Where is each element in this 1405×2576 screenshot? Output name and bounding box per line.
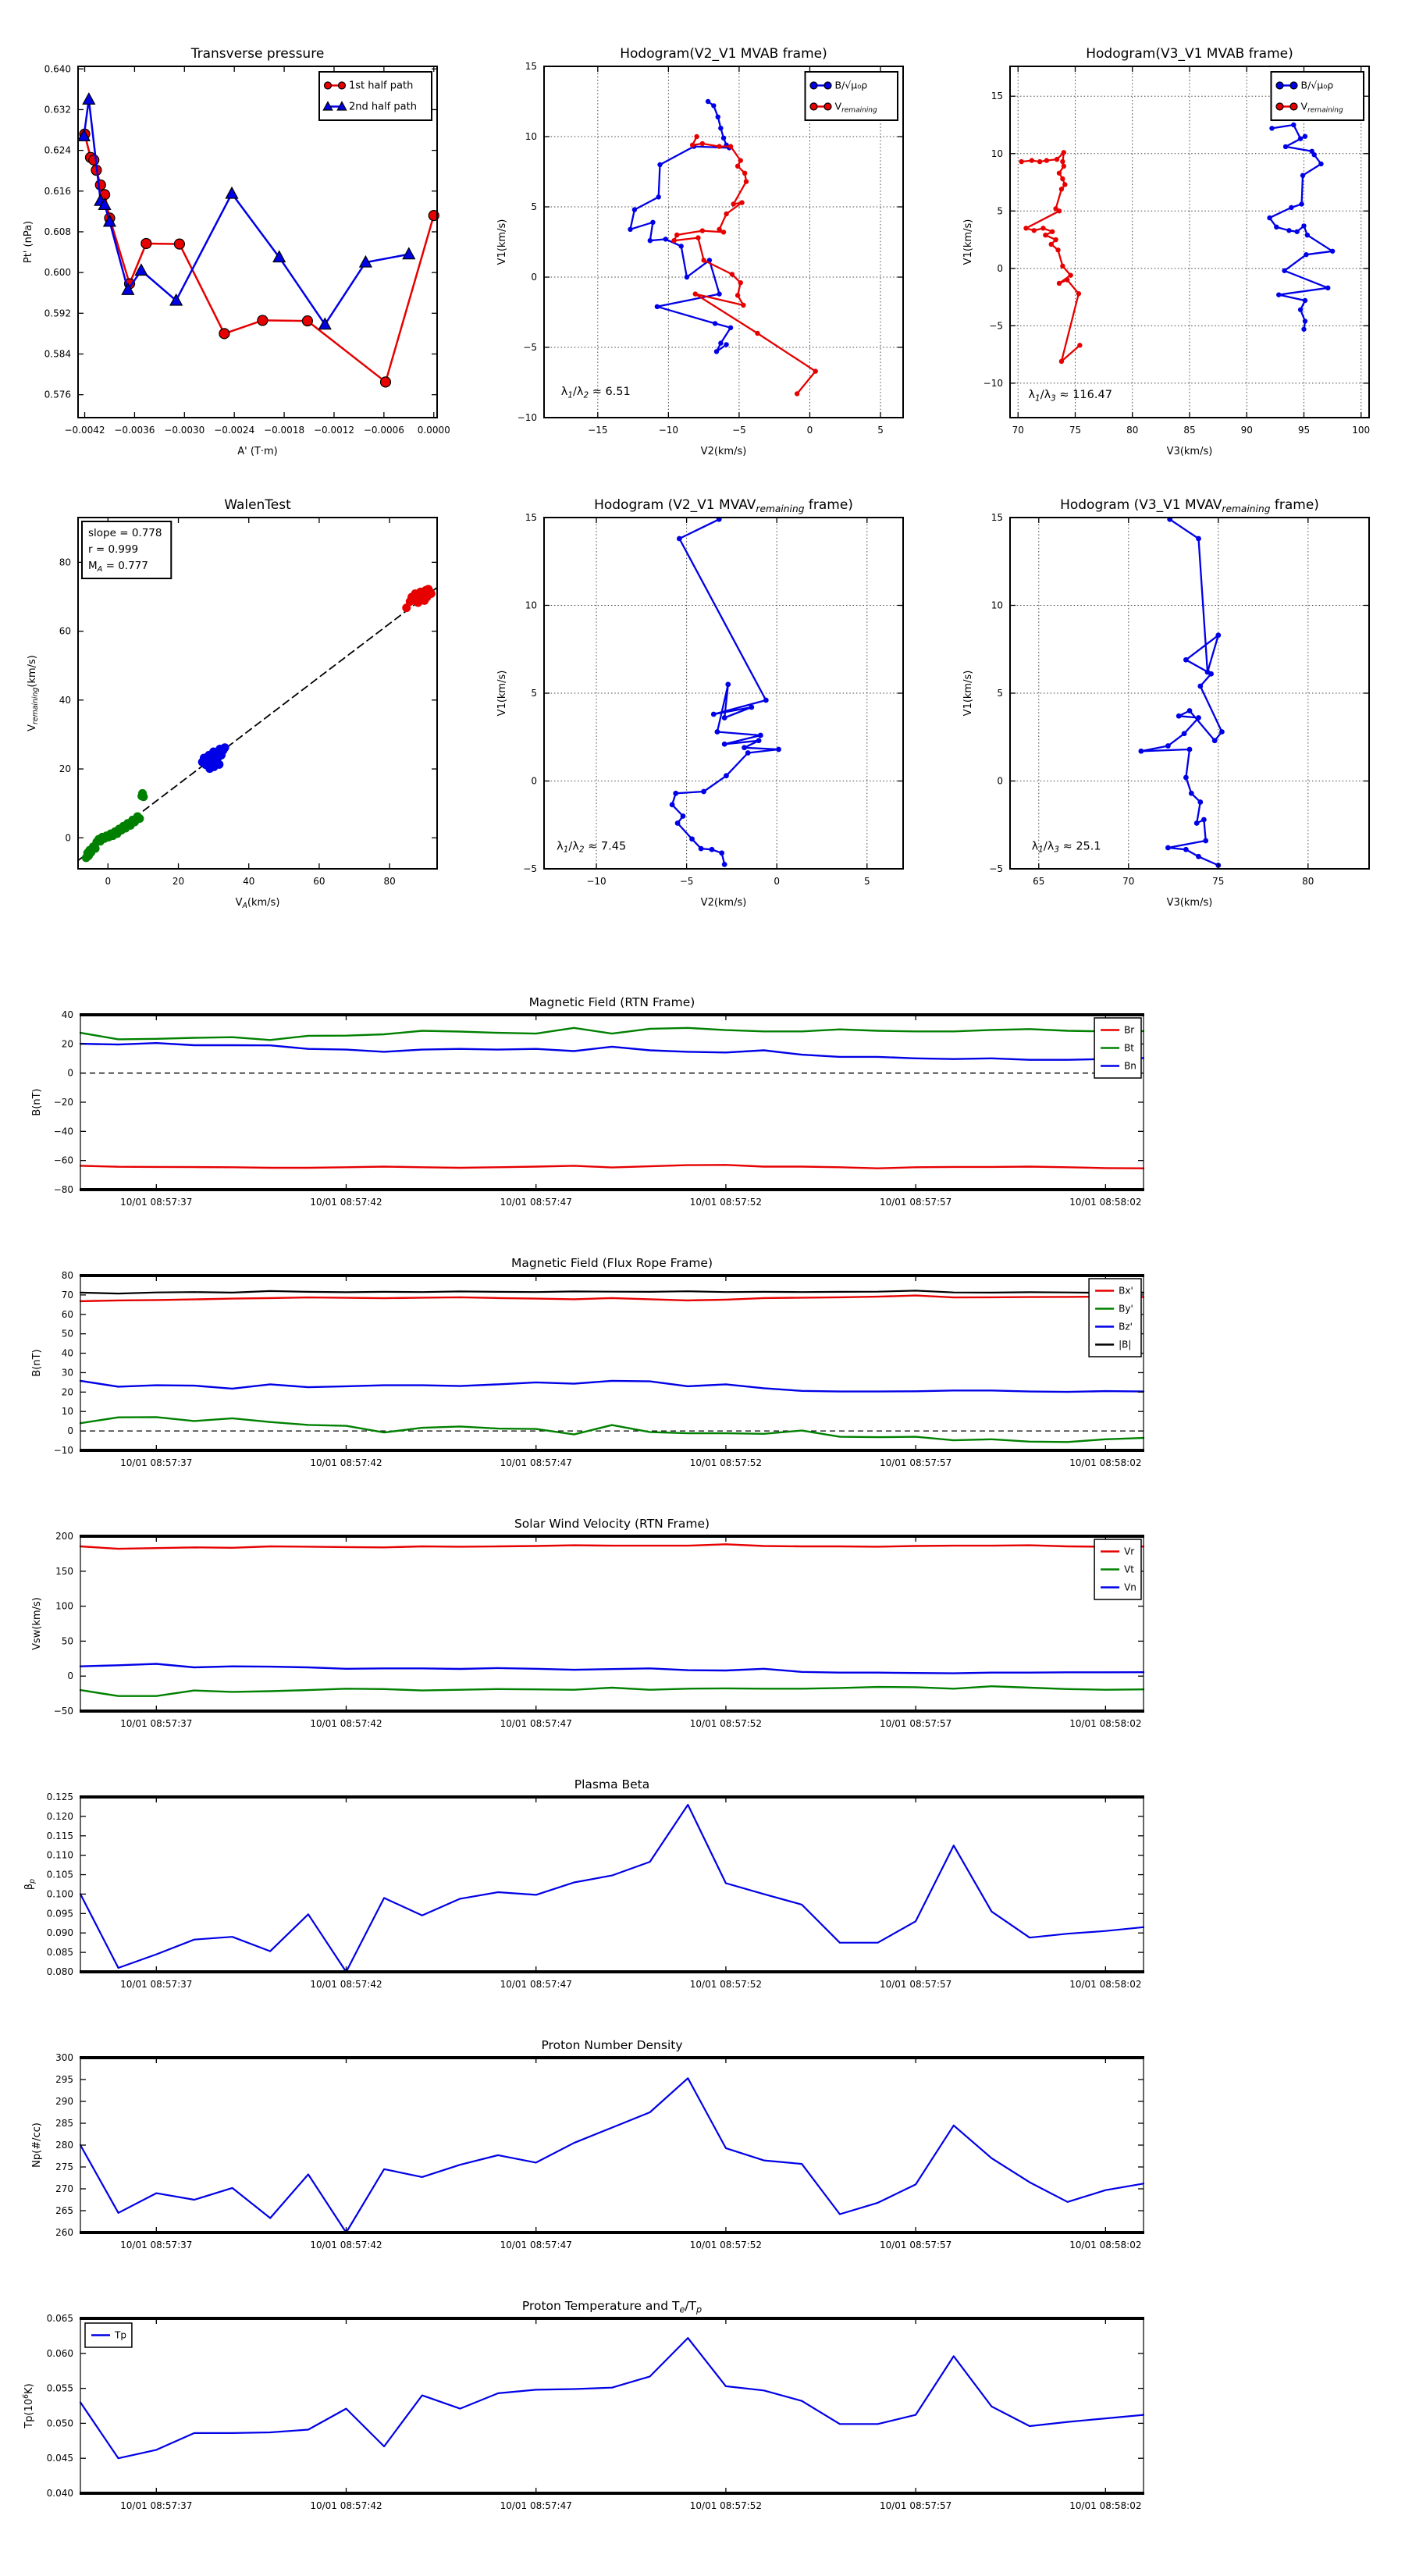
plot-hodogram-v2v1-mvab-xtick: −15 <box>588 425 608 436</box>
plot-hodogram-v3v1-mvab-xtick: 70 <box>1012 425 1024 436</box>
plot-b-rtn-xtick: 10/01 08:57:57 <box>879 1197 952 1208</box>
plot-vsw-rtn-ytick: 0 <box>67 1670 73 1682</box>
plot-proton-density-ylabel: Np(#/cc) <box>31 2122 43 2168</box>
plot-b-rtn-ytick: −20 <box>53 1097 73 1108</box>
plot-b-fluxrope-ytick: 70 <box>61 1289 73 1300</box>
plot-vsw-rtn-xtick: 10/01 08:57:47 <box>500 1718 572 1729</box>
plot-plasma-beta-ytick: 0.105 <box>46 1869 73 1880</box>
plot-plasma-beta-xtick: 10/01 08:57:52 <box>689 1979 763 1990</box>
plot-vsw-rtn-xtick: 10/01 08:58:02 <box>1069 1718 1142 1729</box>
plot-transverse-pressure-ytick: 0.592 <box>44 308 71 319</box>
plot-walen-test-ytick: 0 <box>65 832 71 844</box>
plot-walen-test-xtick: 80 <box>383 876 396 887</box>
plot-hodogram-v2v1-mvav-title: Hodogram (V2_V1 $MVAV_{remaining}$ frame) <box>594 497 853 515</box>
plot-walen-test-ytick: 80 <box>59 557 71 568</box>
plot-vsw-rtn-legend-label: Vn <box>1124 1582 1136 1593</box>
plot-vsw-rtn-ytick: 200 <box>55 1531 73 1542</box>
plot-transverse-pressure-ytick: 0.632 <box>44 104 71 116</box>
plot-proton-density-ytick: 270 <box>55 2183 73 2194</box>
plot-hodogram-v2v1-mvab-ylabel: V1(km/s) <box>496 219 508 265</box>
plot-transverse-pressure-ylabel: Pt' (nPa) <box>23 220 34 264</box>
plot-b-rtn-xtick: 10/01 08:58:02 <box>1069 1197 1142 1208</box>
plot-proton-density-ytick: 265 <box>55 2205 73 2216</box>
plot-hodogram-v2v1-mvav-ytick: 5 <box>531 688 537 699</box>
plot-transverse-pressure-xtick: −0.0036 <box>114 425 155 436</box>
plot-b-rtn-ytick: 0 <box>67 1067 73 1079</box>
plot-proton-density-ytick: 275 <box>55 2161 73 2172</box>
plot-hodogram-v3v1-mvab-xtick: 80 <box>1126 425 1139 436</box>
plot-vsw-rtn-ytick: −50 <box>53 1706 73 1717</box>
plot-hodogram-v3v1-mvav-xtick: 65 <box>1033 876 1045 887</box>
plot-hodogram-v3v1-mvab-legend-label: B/√μ₀ρ <box>1300 79 1334 91</box>
plot-hodogram-v2v1-mvav-ylabel: V1(km/s) <box>496 670 508 717</box>
plot-b-fluxrope-legend-label: By' <box>1119 1303 1133 1315</box>
plot-plasma-beta-ytick: 0.080 <box>46 1966 73 1977</box>
plot-hodogram-v2v1-mvav-annotation: $\lambda_1/\lambda_2 \approx 7.45$ <box>557 840 627 855</box>
plot-proton-temp-legend <box>85 2323 132 2347</box>
plot-transverse-pressure-legend <box>319 72 432 120</box>
plot-hodogram-v2v1-mvav <box>496 497 903 909</box>
plot-hodogram-v2v1-mvab-xlabel: V2(km/s) <box>700 446 747 457</box>
plot-plasma-beta-xtick: 10/01 08:57:47 <box>500 1979 572 1990</box>
plot-transverse-pressure-xlabel: A' (T·m) <box>237 446 278 457</box>
plot-transverse-pressure-xtick: −0.0018 <box>264 425 305 436</box>
plot-vsw-rtn-xtick: 10/01 08:57:52 <box>689 1718 763 1729</box>
plot-proton-density-xtick: 10/01 08:57:47 <box>500 2240 572 2250</box>
plot-hodogram-v3v1-mvab-xtick: 85 <box>1183 425 1196 436</box>
plot-b-fluxrope-ytick: 20 <box>61 1386 73 1398</box>
plot-hodogram-v3v1-mvav-xtick: 70 <box>1122 876 1135 887</box>
plot-hodogram-v2v1-mvav-xtick: −10 <box>586 876 606 887</box>
plot-vsw-rtn-xtick: 10/01 08:57:57 <box>879 1718 952 1729</box>
plot-walen-test-xtick: 40 <box>243 876 255 887</box>
plot-b-fluxrope-xtick: 10/01 08:57:47 <box>500 1457 572 1468</box>
plot-b-fluxrope-ytick: −10 <box>53 1445 73 1456</box>
plot-plasma-beta-ytick: 0.125 <box>46 1791 73 1802</box>
plot-hodogram-v2v1-mvav-ytick: −5 <box>523 863 537 874</box>
plot-plasma-beta-ytick: 0.115 <box>46 1830 73 1841</box>
plot-hodogram-v3v1-mvav-annotation: $\lambda_1/\lambda_3 \approx 25.1$ <box>1031 840 1101 855</box>
plot-b-rtn-ytick: 40 <box>61 1009 73 1020</box>
plot-hodogram-v3v1-mvab-xtick: 90 <box>1240 425 1253 436</box>
plot-b-fluxrope-ytick: 10 <box>61 1406 73 1418</box>
plot-b-fluxrope-legend-label: Bx' <box>1119 1285 1133 1297</box>
plot-b-rtn-legend-label: Br <box>1124 1024 1135 1036</box>
plot-hodogram-v2v1-mvab-xtick: −10 <box>658 425 679 436</box>
plot-proton-density-ytick: 280 <box>55 2140 73 2151</box>
plot-proton-temp-ytick: 0.040 <box>46 2488 73 2499</box>
plot-hodogram-v2v1-mvab-xtick: −5 <box>732 425 746 436</box>
plot-hodogram-v3v1-mvab-xlabel: V3(km/s) <box>1166 446 1213 457</box>
plot-b-fluxrope-legend-label: Bz' <box>1119 1321 1133 1332</box>
plot-plasma-beta-ytick: 0.095 <box>46 1908 73 1920</box>
plot-b-fluxrope-xtick: 10/01 08:57:42 <box>310 1457 382 1468</box>
plot-proton-density-ytick: 285 <box>55 2118 73 2129</box>
plot-proton-temp-ytick: 0.060 <box>46 2347 73 2359</box>
plot-b-fluxrope-xtick: 10/01 08:58:02 <box>1069 1457 1142 1468</box>
plot-vsw-rtn-legend <box>1094 1539 1141 1599</box>
plot-transverse-pressure-ytick: 0.576 <box>44 389 71 400</box>
plot-hodogram-v3v1-mvav-ytick: 5 <box>997 688 1003 699</box>
plot-hodogram-v3v1-mvav-ytick: 0 <box>997 775 1003 787</box>
plot-vsw-rtn <box>31 1517 1144 1729</box>
plot-hodogram-v2v1-mvab-title: Hodogram(V2_V1 MVAB frame) <box>620 46 827 62</box>
plot-b-rtn-ytick: −40 <box>53 1126 73 1137</box>
plot-hodogram-v3v1-mvab <box>962 46 1370 457</box>
plot-transverse-pressure-ytick: 0.640 <box>44 63 71 75</box>
plot-proton-density-xtick: 10/01 08:57:57 <box>879 2240 952 2250</box>
plot-hodogram-v3v1-mvav-xtick: 80 <box>1302 876 1314 887</box>
plot-b-rtn-ytick: −60 <box>53 1155 73 1166</box>
plot-transverse-pressure-title: Transverse pressure <box>190 46 325 62</box>
plot-transverse-pressure-legend-label: 2nd half path <box>348 101 417 113</box>
plot-plasma-beta-xtick: 10/01 08:57:57 <box>879 1979 952 1990</box>
plot-b-rtn-ytick: 20 <box>61 1038 73 1050</box>
plot-hodogram-v2v1-mvab <box>496 46 903 457</box>
plot-b-fluxrope-ylabel: B(nT) <box>31 1349 43 1377</box>
plot-proton-density-xtick: 10/01 08:58:02 <box>1069 2240 1142 2250</box>
plot-hodogram-v3v1-mvab-ytick: −10 <box>983 377 1003 389</box>
plot-transverse-pressure-ytick: 0.616 <box>44 185 71 197</box>
plot-vsw-rtn-ytick: 100 <box>55 1600 73 1612</box>
plot-hodogram-v2v1-mvab-ytick: 0 <box>531 272 537 283</box>
plot-hodogram-v3v1-mvab-title: Hodogram(V3_V1 MVAB frame) <box>1086 46 1293 62</box>
plot-plasma-beta-ylabel: $\beta_p$ <box>23 1878 37 1891</box>
plot-transverse-pressure-xtick: −0.0012 <box>313 425 354 436</box>
plot-b-rtn-legend-label: Bt <box>1124 1042 1135 1054</box>
plot-proton-temp-ylabel: $Tp(10^6K)$ <box>21 2383 35 2428</box>
plot-proton-density-ytick: 295 <box>55 2074 73 2085</box>
plot-proton-temp-ytick: 0.050 <box>46 2418 73 2429</box>
plot-b-fluxrope-xtick: 10/01 08:57:52 <box>689 1457 763 1468</box>
plot-b-rtn-legend-label: Bn <box>1124 1060 1136 1072</box>
plot-hodogram-v2v1-mvab-xtick: 5 <box>877 425 884 436</box>
plot-hodogram-v3v1-mvab-ytick: 5 <box>997 205 1003 217</box>
plot-b-rtn-xtick: 10/01 08:57:47 <box>500 1197 572 1208</box>
plot-b-fluxrope-ytick: 40 <box>61 1347 73 1359</box>
plot-proton-temp-xtick: 10/01 08:57:37 <box>120 2500 193 2511</box>
plot-transverse-pressure-legend-label: 1st half path <box>348 80 414 92</box>
plot-vsw-rtn-legend-label: Vr <box>1124 1546 1135 1557</box>
plot-proton-density-title: Proton Number Density <box>541 2038 683 2052</box>
plot-hodogram-v3v1-mvav-title: Hodogram (V3_V1 $MVAV_{remaining}$ frame) <box>1060 497 1319 515</box>
plot-plasma-beta-title: Plasma Beta <box>574 1777 650 1791</box>
plot-b-fluxrope-legend-label: |B| <box>1119 1339 1132 1350</box>
plot-proton-temp-title: Proton Temperature and $T_e/T_p$ <box>521 2299 702 2315</box>
plot-transverse-pressure-xtick: −0.0024 <box>214 425 255 436</box>
plot-hodogram-v3v1-mvab-xtick: 75 <box>1069 425 1082 436</box>
plot-hodogram-v3v1-mvav-ytick: 15 <box>991 512 1003 523</box>
plot-walen-test-xtick: 60 <box>313 876 325 887</box>
plot-walen-test-stats-line: slope = 0.778 <box>88 527 162 539</box>
plot-vsw-rtn-ytick: 150 <box>55 1565 73 1577</box>
plot-walen-test-ytick: 40 <box>59 694 71 706</box>
plot-plasma-beta-ytick: 0.100 <box>46 1888 73 1900</box>
plot-walen-test-title: WalenTest <box>224 497 291 513</box>
plot-transverse-pressure <box>23 46 450 457</box>
plot-b-fluxrope <box>31 1256 1144 1468</box>
plot-hodogram-v2v1-mvav-ytick: 0 <box>531 775 537 787</box>
plot-proton-temp-xtick: 10/01 08:57:47 <box>500 2500 572 2511</box>
plot-b-fluxrope-ytick: 30 <box>61 1367 73 1379</box>
plot-transverse-pressure-ytick: 0.600 <box>44 267 71 279</box>
plot-hodogram-v3v1-mvab-legend <box>1272 72 1364 120</box>
plot-hodogram-v3v1-mvab-ytick: 15 <box>991 91 1003 102</box>
plot-hodogram-v3v1-mvab-xtick: 95 <box>1297 425 1311 436</box>
plot-hodogram-v2v1-mvav-xlabel: V2(km/s) <box>700 897 747 909</box>
plot-walen-test-stats-line: $M_A = 0.777$ <box>88 560 148 575</box>
plot-vsw-rtn-xtick: 10/01 08:57:42 <box>310 1718 382 1729</box>
plot-b-rtn-legend <box>1094 1018 1141 1078</box>
plot-proton-temp-xtick: 10/01 08:57:42 <box>310 2500 382 2511</box>
plot-walen-test-ytick: 20 <box>59 763 71 775</box>
plot-vsw-rtn-xtick: 10/01 08:57:37 <box>120 1718 193 1729</box>
plot-walen-test-ylabel: $V_{remaining}(km/s)$ <box>27 655 41 731</box>
plot-proton-temp-xtick: 10/01 08:58:02 <box>1069 2500 1142 2511</box>
plot-hodogram-v3v1-mvav-xtick: 75 <box>1212 876 1225 887</box>
plot-walen-test-stats-line: r = 0.999 <box>88 543 139 556</box>
plot-b-fluxrope-legend <box>1089 1279 1141 1357</box>
plot-transverse-pressure-ytick: 0.584 <box>44 348 71 360</box>
plot-proton-density-xtick: 10/01 08:57:52 <box>689 2240 763 2250</box>
plot-plasma-beta-ytick: 0.110 <box>46 1849 73 1861</box>
plot-transverse-pressure-xtick: 0.0000 <box>417 425 450 436</box>
plot-hodogram-v3v1-mvav-xlabel: V3(km/s) <box>1166 897 1213 909</box>
plot-b-rtn-ytick: −80 <box>53 1184 73 1195</box>
plot-b-fluxrope-xtick: 10/01 08:57:37 <box>120 1457 193 1468</box>
plot-b-fluxrope-ytick: 60 <box>61 1308 73 1320</box>
plot-b-rtn-xtick: 10/01 08:57:52 <box>689 1197 763 1208</box>
plot-proton-density-xtick: 10/01 08:57:42 <box>310 2240 382 2250</box>
plot-proton-temp-ytick: 0.045 <box>46 2453 73 2464</box>
plot-proton-temp-ytick: 0.065 <box>46 2313 73 2324</box>
plot-proton-temp-xtick: 10/01 08:57:57 <box>879 2500 952 2511</box>
plot-hodogram-v2v1-mvab-legend-label: B/√μ₀ρ <box>834 79 868 91</box>
plot-b-fluxrope-ytick: 80 <box>61 1270 73 1281</box>
plot-hodogram-v3v1-mvav-ytick: 10 <box>991 600 1003 611</box>
plot-hodogram-v3v1-mvab-legend-label: $V_{remaining}$ <box>1300 100 1343 115</box>
plot-proton-density <box>31 2038 1144 2250</box>
plot-walen-test-ytick: 60 <box>59 625 71 637</box>
plot-hodogram-v2v1-mvav-xtick: 0 <box>774 876 781 887</box>
plot-proton-density-xtick: 10/01 08:57:37 <box>120 2240 193 2250</box>
plot-b-fluxrope-ytick: 50 <box>61 1328 73 1340</box>
plot-vsw-rtn-ytick: 50 <box>61 1635 73 1647</box>
plot-transverse-pressure-xtick: −0.0030 <box>164 425 205 436</box>
plot-hodogram-v3v1-mvab-ylabel: V1(km/s) <box>962 219 974 265</box>
plot-hodogram-v3v1-mvab-xtick: 100 <box>1352 425 1371 436</box>
plot-plasma-beta-ytick: 0.085 <box>46 1947 73 1959</box>
plot-plasma-beta-xtick: 10/01 08:58:02 <box>1069 1979 1142 1990</box>
plot-b-rtn-ylabel: B(nT) <box>31 1088 43 1116</box>
plot-proton-temp-ytick: 0.055 <box>46 2382 73 2394</box>
plot-transverse-pressure-ytick: 0.624 <box>44 144 71 156</box>
plot-hodogram-v2v1-mvav-ytick: 15 <box>525 512 537 523</box>
plot-proton-density-ytick: 300 <box>55 2052 73 2063</box>
plot-b-rtn-xtick: 10/01 08:57:42 <box>310 1197 382 1208</box>
plot-proton-density-ytick: 260 <box>55 2227 73 2238</box>
plot-proton-temp-xtick: 10/01 08:57:52 <box>689 2500 763 2511</box>
plot-walen-test-xlabel: $V_A(km/s)$ <box>235 897 280 911</box>
plot-hodogram-v3v1-mvab-ytick: 0 <box>997 262 1003 274</box>
plot-hodogram-v2v1-mvav-xtick: −5 <box>679 876 694 887</box>
plot-proton-temp-legend-label: Tp <box>115 2329 126 2341</box>
plot-hodogram-v2v1-mvab-ytick: 15 <box>525 61 537 72</box>
plot-plasma-beta-ytick: 0.090 <box>46 1927 73 1939</box>
plot-proton-density-ytick: 290 <box>55 2096 73 2107</box>
plot-hodogram-v2v1-mvav-ytick: 10 <box>525 600 537 611</box>
plot-hodogram-v3v1-mvab-ytick: 10 <box>991 148 1003 159</box>
plot-b-fluxrope-xtick: 10/01 08:57:57 <box>879 1457 952 1468</box>
plot-plasma-beta <box>23 1777 1144 1990</box>
plot-plasma-beta-ytick: 0.120 <box>46 1810 73 1822</box>
plot-vsw-rtn-ylabel: Vsw(km/s) <box>31 1597 43 1650</box>
plot-b-rtn-title: Magnetic Field (RTN Frame) <box>528 995 695 1009</box>
plot-hodogram-v2v1-mvab-xtick: 0 <box>806 425 813 436</box>
plot-transverse-pressure-ytick: 0.608 <box>44 226 71 237</box>
plot-walen-test-xtick: 0 <box>105 876 112 887</box>
plot-vsw-rtn-title: Solar Wind Velocity (RTN Frame) <box>514 1517 710 1531</box>
plot-hodogram-v2v1-mvab-legend-label: $V_{remaining}$ <box>834 100 877 115</box>
plot-walen-test <box>27 497 437 910</box>
plot-hodogram-v2v1-mvab-annotation: $\lambda_1/\lambda_2 \approx 6.51$ <box>560 386 631 400</box>
plot-hodogram-v3v1-mvav-ylabel: V1(km/s) <box>962 670 974 717</box>
plot-hodogram-v3v1-mvav <box>962 497 1369 909</box>
plot-proton-temp <box>22 2299 1144 2511</box>
plot-b-fluxrope-title: Magnetic Field (Flux Rope Frame) <box>511 1256 713 1270</box>
plot-hodogram-v2v1-mvab-ytick: −10 <box>517 412 537 423</box>
plot-plasma-beta-xtick: 10/01 08:57:37 <box>120 1979 193 1990</box>
plot-b-rtn <box>31 995 1144 1208</box>
plot-b-fluxrope-ytick: 0 <box>67 1425 73 1437</box>
plot-vsw-rtn-legend-label: Vt <box>1124 1564 1135 1575</box>
plot-hodogram-v2v1-mvab-ytick: −5 <box>523 342 537 353</box>
plot-transverse-pressure-xtick: −0.0006 <box>363 425 404 436</box>
plot-transverse-pressure-xtick: −0.0042 <box>64 425 105 436</box>
plot-hodogram-v3v1-mvab-ytick: −5 <box>989 320 1003 332</box>
plot-hodogram-v2v1-mvav-xtick: 5 <box>863 876 870 887</box>
plot-hodogram-v2v1-mvab-ytick: 5 <box>531 201 537 212</box>
plot-hodogram-v2v1-mvab-legend <box>806 72 898 120</box>
plot-plasma-beta-xtick: 10/01 08:57:42 <box>310 1979 382 1990</box>
plot-hodogram-v3v1-mvab-annotation: $\lambda_1/\lambda_3 \approx 116.47$ <box>1028 389 1112 404</box>
plot-b-rtn-xtick: 10/01 08:57:37 <box>120 1197 193 1208</box>
plot-hodogram-v3v1-mvav-ytick: −5 <box>989 863 1003 874</box>
plot-hodogram-v2v1-mvab-ytick: 10 <box>525 131 537 142</box>
plot-walen-test-xtick: 20 <box>172 876 185 887</box>
